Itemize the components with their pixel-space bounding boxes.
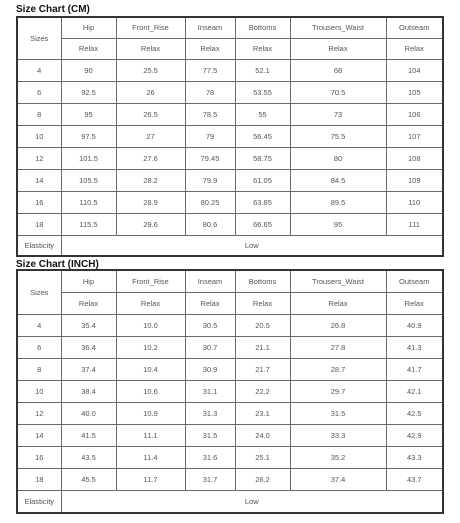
measurement-cell: 29.7: [290, 380, 386, 402]
measurement-cell: 90: [61, 59, 116, 81]
measurement-cell: 84.5: [290, 169, 386, 191]
measurement-cell: 73: [290, 103, 386, 125]
measurement-cell: 79: [185, 125, 235, 147]
measurement-cell: 78: [185, 81, 235, 103]
fit-label: Relax: [185, 38, 235, 59]
sizes-header: Sizes: [17, 270, 61, 314]
measurement-cell: 66.65: [235, 213, 290, 235]
measurement-cell: 31.6: [185, 446, 235, 468]
table-row: [17, 169, 443, 191]
measurement-cell: 28.9: [116, 191, 185, 213]
measurement-cell: 31.5: [185, 424, 235, 446]
measurement-cell: 79.45: [185, 147, 235, 169]
column-header: Hip: [61, 17, 116, 38]
measurement-cell: 29.6: [116, 213, 185, 235]
measurement-cell: 58.75: [235, 147, 290, 169]
column-header: Bottoms: [235, 270, 290, 292]
measurement-cell: 70.5: [290, 81, 386, 103]
fit-row: [17, 38, 443, 59]
measurement-cell: 28.2: [116, 169, 185, 191]
measurement-cell: 11.7: [116, 468, 185, 490]
column-header: Inseam: [185, 17, 235, 38]
fit-label: Relax: [290, 292, 386, 314]
measurement-cell: 27: [116, 125, 185, 147]
measurement-cell: 26.2: [235, 468, 290, 490]
table-row: [17, 125, 443, 147]
measurement-cell: 28.7: [290, 358, 386, 380]
table-row: [17, 424, 443, 446]
measurement-cell: 101.5: [61, 147, 116, 169]
column-header: Outseam: [386, 17, 443, 38]
measurement-cell: 21.7: [235, 358, 290, 380]
measurement-cell: 30.7: [185, 336, 235, 358]
measurement-cell: 11.1: [116, 424, 185, 446]
measurement-cell: 115.5: [61, 213, 116, 235]
measurement-cell: 30.5: [185, 314, 235, 336]
fit-row: [17, 292, 443, 314]
measurement-cell: 92.5: [61, 81, 116, 103]
measurement-cell: 30.9: [185, 358, 235, 380]
elasticity-value: Low: [61, 490, 443, 513]
measurement-cell: 109: [386, 169, 443, 191]
size-cell: 10: [17, 125, 61, 147]
measurement-cell: 11.4: [116, 446, 185, 468]
measurement-cell: 10.6: [116, 380, 185, 402]
measurement-cell: 104: [386, 59, 443, 81]
measurement-cell: 41.5: [61, 424, 116, 446]
column-header: Front_Rise: [116, 17, 185, 38]
measurement-cell: 61.05: [235, 169, 290, 191]
measurement-cell: 21.1: [235, 336, 290, 358]
measurement-cell: 80.6: [185, 213, 235, 235]
size-cell: 6: [17, 81, 61, 103]
size-chart-cm-section: [16, 3, 442, 259]
size-cell: 12: [17, 147, 61, 169]
table-row: [17, 446, 443, 468]
fit-label: Relax: [185, 292, 235, 314]
column-header: Inseam: [185, 270, 235, 292]
measurement-cell: 42.9: [386, 424, 443, 446]
measurement-cell: 105: [386, 81, 443, 103]
measurement-cell: 31.1: [185, 380, 235, 402]
size-cell: 4: [17, 59, 61, 81]
size-cell: 16: [17, 446, 61, 468]
measurement-cell: 106: [386, 103, 443, 125]
measurement-cell: 110.5: [61, 191, 116, 213]
measurement-cell: 68: [290, 59, 386, 81]
table-row: [17, 213, 443, 235]
column-header: Trousers_Waist: [290, 270, 386, 292]
measurement-cell: 35.4: [61, 314, 116, 336]
measurement-cell: 45.5: [61, 468, 116, 490]
size-cell: 4: [17, 314, 61, 336]
size-chart-inch-title: Size Chart (INCH): [16, 259, 99, 270]
measurement-cell: 10.2: [116, 336, 185, 358]
elasticity-row: [17, 235, 443, 256]
elasticity-row: [17, 490, 443, 513]
fit-label: Relax: [116, 292, 185, 314]
size-cell: 8: [17, 358, 61, 380]
measurement-cell: 10.0: [116, 314, 185, 336]
elasticity-label: Elasticity: [17, 235, 61, 256]
measurement-cell: 22.2: [235, 380, 290, 402]
measurement-cell: 107: [386, 125, 443, 147]
measurement-cell: 31.7: [185, 468, 235, 490]
size-cell: 8: [17, 103, 61, 125]
measurement-cell: 95: [290, 213, 386, 235]
measurement-cell: 97.5: [61, 125, 116, 147]
measurement-cell: 80.25: [185, 191, 235, 213]
measurement-cell: 35.2: [290, 446, 386, 468]
header-row: [17, 270, 443, 292]
fit-label: Relax: [61, 38, 116, 59]
table-row: [17, 336, 443, 358]
table-row: [17, 147, 443, 169]
measurement-cell: 33.3: [290, 424, 386, 446]
size-cell: 18: [17, 213, 61, 235]
size-cell: 14: [17, 169, 61, 191]
table-row: [17, 81, 443, 103]
fit-label: Relax: [61, 292, 116, 314]
elasticity-label: Elasticity: [17, 490, 61, 513]
measurement-cell: 41.3: [386, 336, 443, 358]
measurement-cell: 20.5: [235, 314, 290, 336]
size-cell: 14: [17, 424, 61, 446]
measurement-cell: 36.4: [61, 336, 116, 358]
size-chart-cm-title: Size Chart (CM): [16, 4, 90, 15]
measurement-cell: 110: [386, 191, 443, 213]
size-cell: 10: [17, 380, 61, 402]
measurement-cell: 37.4: [61, 358, 116, 380]
table-row: [17, 191, 443, 213]
measurement-cell: 27.6: [116, 147, 185, 169]
measurement-cell: 79.9: [185, 169, 235, 191]
measurement-cell: 80: [290, 147, 386, 169]
measurement-cell: 26: [116, 81, 185, 103]
header-row: [17, 17, 443, 38]
measurement-cell: 75.5: [290, 125, 386, 147]
measurement-cell: 77.5: [185, 59, 235, 81]
measurement-cell: 78.5: [185, 103, 235, 125]
measurement-cell: 95: [61, 103, 116, 125]
measurement-cell: 42.5: [386, 402, 443, 424]
size-cell: 6: [17, 336, 61, 358]
measurement-cell: 108: [386, 147, 443, 169]
measurement-cell: 25.1: [235, 446, 290, 468]
measurement-cell: 42.1: [386, 380, 443, 402]
measurement-cell: 55: [235, 103, 290, 125]
sizes-header: Sizes: [17, 17, 61, 59]
measurement-cell: 27.8: [290, 336, 386, 358]
measurement-cell: 41.7: [386, 358, 443, 380]
measurement-cell: 52.1: [235, 59, 290, 81]
size-cell: 12: [17, 402, 61, 424]
column-header: Trousers_Waist: [290, 17, 386, 38]
measurement-cell: 111: [386, 213, 443, 235]
measurement-cell: 63.85: [235, 191, 290, 213]
measurement-cell: 24.0: [235, 424, 290, 446]
size-chart-inch-section: [16, 259, 442, 521]
measurement-cell: 43.3: [386, 446, 443, 468]
table-row: [17, 314, 443, 336]
measurement-cell: 43.7: [386, 468, 443, 490]
table-row: [17, 468, 443, 490]
table-row: [17, 103, 443, 125]
size-cell: 18: [17, 468, 61, 490]
size-chart-inch-table: [16, 269, 444, 514]
table-row: [17, 380, 443, 402]
measurement-cell: 23.1: [235, 402, 290, 424]
table-row: [17, 358, 443, 380]
measurement-cell: 56.45: [235, 125, 290, 147]
column-header: Hip: [61, 270, 116, 292]
measurement-cell: 105.5: [61, 169, 116, 191]
fit-label: Relax: [235, 292, 290, 314]
measurement-cell: 40.9: [386, 314, 443, 336]
measurement-cell: 37.4: [290, 468, 386, 490]
measurement-cell: 89.5: [290, 191, 386, 213]
measurement-cell: 10.4: [116, 358, 185, 380]
measurement-cell: 40.0: [61, 402, 116, 424]
table-row: [17, 59, 443, 81]
column-header: Outseam: [386, 270, 443, 292]
measurement-cell: 31.5: [290, 402, 386, 424]
fit-label: Relax: [116, 38, 185, 59]
size-chart-cm-table: [16, 16, 444, 257]
fit-label: Relax: [235, 38, 290, 59]
fit-label: Relax: [290, 38, 386, 59]
table-row: [17, 402, 443, 424]
column-header: Bottoms: [235, 17, 290, 38]
measurement-cell: 38.4: [61, 380, 116, 402]
measurement-cell: 25.5: [116, 59, 185, 81]
fit-label: Relax: [386, 292, 443, 314]
measurement-cell: 31.3: [185, 402, 235, 424]
measurement-cell: 26.5: [116, 103, 185, 125]
size-cell: 16: [17, 191, 61, 213]
measurement-cell: 43.5: [61, 446, 116, 468]
elasticity-value: Low: [61, 235, 443, 256]
measurement-cell: 26.8: [290, 314, 386, 336]
measurement-cell: 10.9: [116, 402, 185, 424]
measurement-cell: 53.55: [235, 81, 290, 103]
column-header: Front_Rise: [116, 270, 185, 292]
fit-label: Relax: [386, 38, 443, 59]
